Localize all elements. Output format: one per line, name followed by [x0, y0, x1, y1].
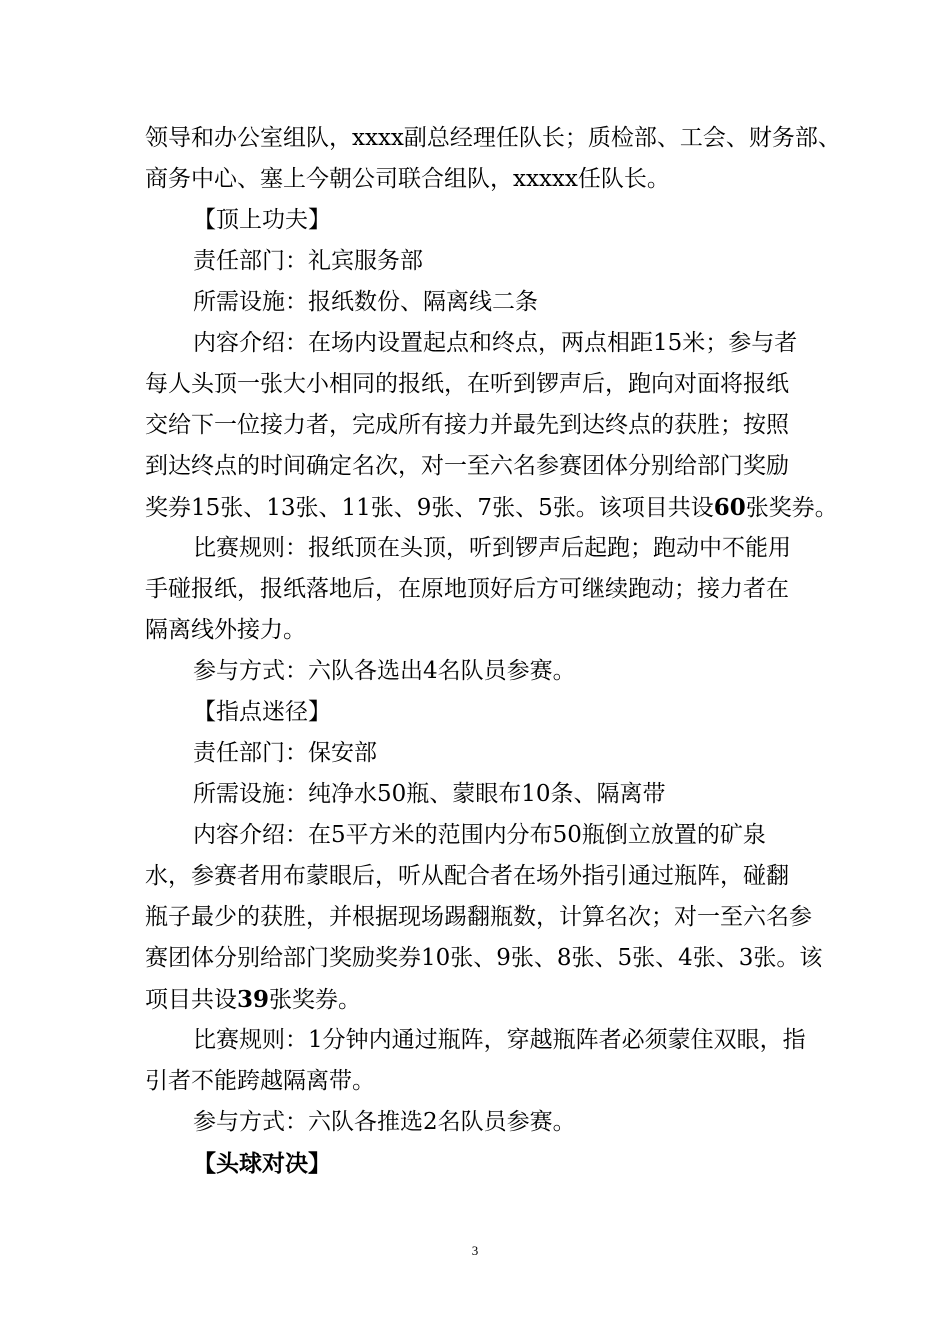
section2-content-line: 赛团体分别给部门奖励奖券10张、9张、8张、5张、4张、3张。该	[145, 945, 823, 971]
page-number: 3	[471, 1243, 479, 1258]
intro-line-1: 领导和办公室组队，xxxx副总经理任队长；质检部、工会、财务部、	[145, 125, 841, 151]
section1-participation: 参与方式：六队各选出4名队员参赛。	[193, 658, 576, 684]
section-heading-1: 【顶上功夫】	[193, 207, 331, 233]
section3-title: 【头球对决】	[193, 1150, 331, 1177]
section2-dept: 责任部门：保安部	[193, 740, 377, 766]
section-heading-2: 【指点迷径】	[193, 699, 331, 725]
section1-content-line: 每人头顶一张大小相同的报纸，在听到锣声后，跑向对面将报纸	[145, 371, 789, 397]
section1-rules-line: 隔离线外接力。	[145, 617, 306, 643]
section2-content-text: 张奖券。	[269, 987, 362, 1013]
section2-content-line: 水，参赛者用布蒙眼后，听从配合者在场外指引通过瓶阵，碰翻	[145, 863, 789, 889]
section2-content-line: 瓶子最少的获胜，并根据现场踢翻瓶数，计算名次；对一至六名参	[145, 904, 812, 930]
section2-content-text: 项目共设	[145, 987, 237, 1013]
section1-ticket-total: 60	[713, 494, 746, 521]
section1-dept: 责任部门：礼宾服务部	[193, 248, 423, 274]
intro-line-2: 商务中心、塞上今朝公司联合组队，xxxxx任队长。	[145, 166, 670, 192]
section1-rules-line: 手碰报纸，报纸落地后，在原地顶好后方可继续跑动；接力者在	[145, 576, 789, 602]
section1-content-line-last	[145, 487, 838, 528]
section2-equipment: 所需设施：纯净水50瓶、蒙眼布10条、隔离带	[193, 781, 666, 807]
section2-participation: 参与方式：六队各推选2名队员参赛。	[193, 1109, 576, 1135]
section2-content-line-last	[145, 979, 815, 1020]
section1-rules-line: 比赛规则：报纸顶在头顶，听到锣声后起跑；跑动中不能用	[193, 535, 791, 561]
section2-rules-line: 比赛规则：1分钟内通过瓶阵，穿越瓶阵者必须蒙住双眼，指	[193, 1027, 806, 1053]
section1-equipment: 所需设施：报纸数份、隔离线二条	[193, 289, 538, 315]
section2-rules-line: 引者不能跨越隔离带。	[145, 1068, 375, 1094]
section1-content-text: 奖券15张、13张、11张、9张、7张、5张。该项目共设	[145, 495, 714, 521]
document-body	[145, 118, 841, 1184]
section1-content-line: 内容介绍：在场内设置起点和终点，两点相距15米；参与者	[193, 330, 798, 356]
section1-content-text: 张奖券。	[745, 495, 838, 521]
section1-content-line: 到达终点的时间确定名次，对一至六名参赛团体分别给部门奖励	[145, 453, 789, 479]
section2-content-line: 内容介绍：在5平方米的范围内分布50瓶倒立放置的矿泉	[193, 822, 766, 848]
section-heading-3	[145, 1143, 815, 1184]
section2-ticket-total: 39	[237, 986, 270, 1013]
section1-content-line: 交给下一位接力者，完成所有接力并最先到达终点的获胜；按照	[145, 412, 789, 438]
